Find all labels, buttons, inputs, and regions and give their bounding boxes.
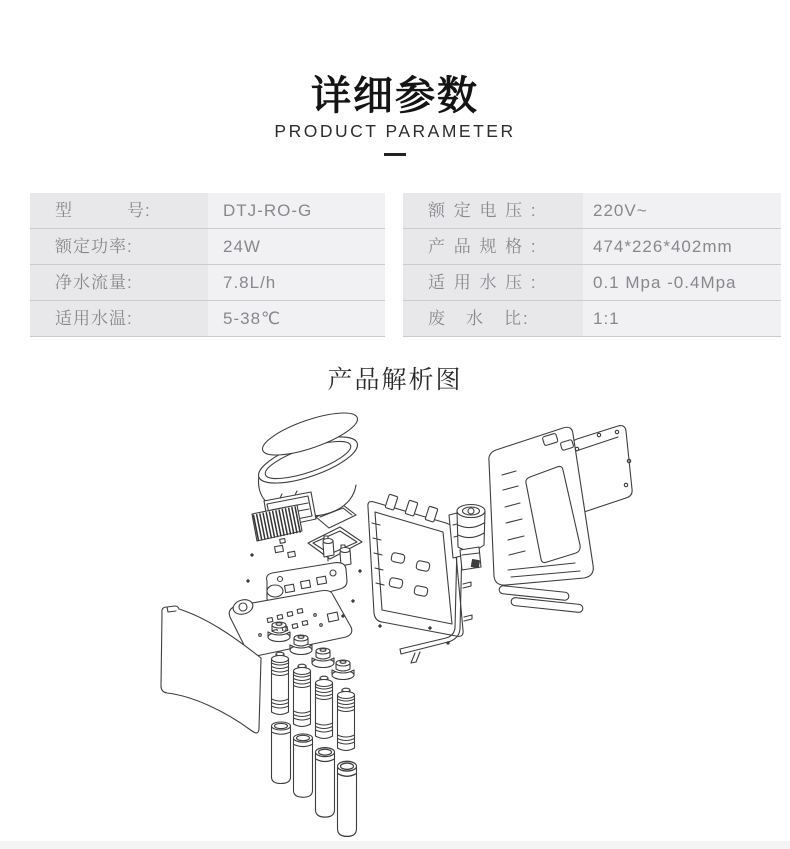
spec-row: [403, 301, 781, 337]
spec-row: [30, 265, 385, 301]
spec-label: 型 号:: [30, 193, 208, 228]
part-filter-housings: [272, 722, 357, 836]
bottom-strip: [0, 841, 790, 849]
spec-label: 产 品 规 格 :: [403, 229, 583, 264]
spec-value: 7.8L/h: [208, 265, 385, 300]
spec-row: [30, 229, 385, 265]
spec-table-right: [403, 193, 781, 337]
spec-value: 0.1 Mpa -0.4Mpa: [583, 265, 781, 300]
spec-label: 废 水 比:: [403, 301, 583, 336]
spec-row: [30, 193, 385, 229]
diagram-title: 产品解析图: [327, 366, 463, 394]
spec-label: 净水流量:: [30, 265, 208, 300]
spec-row: [403, 193, 781, 229]
spec-value: DTJ-RO-G: [208, 193, 385, 228]
spec-label: 额 定 电 压 :: [403, 193, 583, 228]
spec-row: [403, 265, 781, 301]
spec-table-left: [30, 193, 385, 337]
page-subtitle: PRODUCT PARAMETER: [274, 121, 516, 141]
spec-row: [403, 229, 781, 265]
exploded-diagram: [75, 395, 735, 845]
page-title: 详细参数: [311, 74, 479, 118]
spec-value: 5-38℃: [208, 301, 385, 336]
part-air-grille: [252, 505, 302, 541]
spec-value: 1:1: [583, 301, 781, 336]
spec-value: 24W: [208, 229, 385, 264]
spec-label: 适用水温:: [30, 301, 208, 336]
part-board-tray: [308, 527, 362, 559]
spec-value: 474*226*402mm: [583, 229, 781, 264]
title-underline: [384, 153, 406, 156]
spec-label: 适 用 水 压 :: [403, 265, 583, 300]
spec-label: 额定功率:: [30, 229, 208, 264]
spec-value: 220V~: [583, 193, 781, 228]
spec-row: [30, 301, 385, 337]
